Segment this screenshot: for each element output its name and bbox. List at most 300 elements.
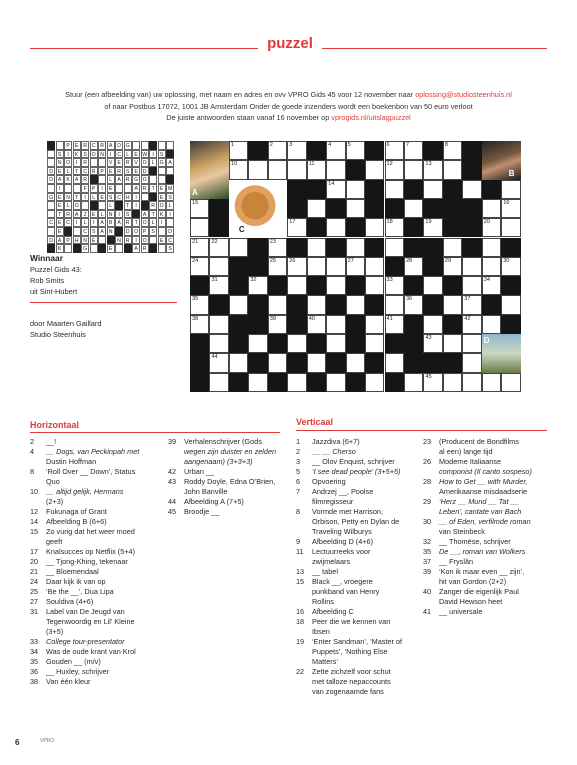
clue-text: Afbeelding C [312, 607, 354, 616]
clue-number: 5 [296, 467, 301, 476]
clue-number: 5 [347, 142, 351, 148]
clue-text: componist (Il canto sospeso) [439, 467, 532, 476]
clue-number: 29 [423, 497, 432, 506]
clue-number: 17 [289, 219, 296, 226]
clue-number: 21 [30, 567, 39, 576]
solution-cell: P [141, 227, 149, 236]
grid-cell[interactable] [268, 141, 287, 160]
solution-cell: O [141, 218, 149, 227]
solution-cell [56, 141, 64, 150]
grid-cell[interactable] [268, 353, 287, 372]
solution-cell [98, 201, 106, 210]
clue-number: 36 [405, 296, 413, 303]
clue-number: 35 [423, 547, 432, 556]
grid-block [307, 218, 326, 237]
grid-cell[interactable] [268, 160, 287, 179]
grid-block [190, 334, 209, 353]
clue-text: ‘Kon ik maar even __ zijn’, [439, 567, 525, 576]
grid-cell[interactable] [190, 238, 209, 257]
result-link[interactable]: vprogids.nl/uitslagpuzzel [331, 113, 411, 122]
grid-cell[interactable] [268, 257, 287, 276]
solution-cell: S [166, 193, 174, 202]
grid-cell[interactable] [365, 334, 384, 353]
grid-cell[interactable] [248, 334, 267, 353]
solution-cell: E [158, 184, 166, 193]
grid-cell[interactable] [326, 218, 345, 237]
grid-cell[interactable] [443, 160, 462, 179]
solution-cell: E [132, 167, 140, 176]
solution-cell: G [81, 244, 89, 253]
grid-cell[interactable] [287, 257, 306, 276]
grid-cell[interactable] [346, 199, 365, 218]
clue-text: Was de oude krant van Krol [46, 647, 136, 656]
solution-cell: R [141, 184, 149, 193]
grid-cell[interactable] [287, 276, 306, 295]
grid-cell[interactable] [385, 180, 404, 199]
grid-block [365, 238, 384, 257]
solution-cell [64, 244, 72, 253]
solution-cell: B [107, 218, 115, 227]
grid-cell[interactable] [385, 315, 404, 334]
header-rule-right [322, 48, 547, 49]
grid-cell[interactable] [462, 257, 481, 276]
grid-cell[interactable] [190, 218, 209, 237]
grid-cell[interactable] [443, 141, 462, 160]
solution-cell: I [166, 210, 174, 219]
grid-block [209, 295, 228, 314]
clue-number: 17 [30, 547, 39, 556]
grid-cell[interactable] [326, 315, 345, 334]
solution-cell [98, 158, 106, 167]
grid-cell[interactable] [346, 353, 365, 372]
grid-cell[interactable] [209, 276, 228, 295]
grid-cell[interactable] [462, 353, 481, 372]
grid-block [307, 180, 326, 199]
clue-number: 26 [289, 257, 296, 264]
grid-block [190, 276, 209, 295]
solution-cell: Z [81, 210, 89, 219]
solution-cell: N [107, 227, 115, 236]
grid-cell[interactable] [287, 334, 306, 353]
grid-cell[interactable] [462, 334, 481, 353]
clue-number: 12 [386, 161, 393, 168]
winner-line1: Puzzel Gids 43: [30, 265, 82, 274]
clue-text: Zo vurig dat het weer moed [46, 527, 135, 536]
grid-cell[interactable] [385, 295, 404, 314]
grid-cell[interactable] [307, 238, 326, 257]
grid-cell[interactable] [209, 373, 228, 392]
clue-text: College tour-presentator [46, 637, 125, 646]
clue-text: van zogenaamde fans [312, 687, 384, 696]
grid-block [404, 334, 423, 353]
solution-cell: T [149, 210, 157, 219]
grid-cell[interactable] [229, 238, 248, 257]
grid-block [443, 276, 462, 295]
grid-cell[interactable] [501, 373, 520, 392]
clue-text: __ __ Cherso [312, 447, 356, 456]
picture-label: D [483, 336, 490, 345]
grid-block [385, 334, 404, 353]
grid-cell[interactable] [443, 238, 462, 257]
clue-number: 23 [423, 437, 432, 446]
grid-cell[interactable] [248, 276, 267, 295]
solution-cell: R [90, 167, 98, 176]
solution-cell: A [166, 158, 174, 167]
grid-cell[interactable] [482, 276, 501, 295]
grid-cell[interactable] [423, 334, 442, 353]
grid-cell[interactable] [190, 295, 209, 314]
clue-text: Gouden __ (m/v) [46, 657, 101, 666]
solution-cell: E [107, 244, 115, 253]
clue-number: 13 [296, 567, 305, 576]
grid-cell[interactable] [482, 315, 501, 334]
grid-cell[interactable] [209, 257, 228, 276]
grid-cell[interactable] [482, 199, 501, 218]
grid-cell[interactable] [482, 238, 501, 257]
solution-cell: O [73, 201, 81, 210]
grid-cell[interactable] [248, 160, 267, 179]
grid-cell[interactable] [482, 373, 501, 392]
solution-cell: R [141, 244, 149, 253]
grid-cell[interactable] [190, 199, 209, 218]
solution-cell: L [107, 175, 115, 184]
grid-cell[interactable] [404, 257, 423, 276]
grid-cell[interactable] [443, 334, 462, 353]
solution-cell: R [149, 201, 157, 210]
solution-cell: C [47, 218, 55, 227]
solution-cell: A [56, 175, 64, 184]
grid-cell[interactable] [346, 141, 365, 160]
grid-cell[interactable] [462, 180, 481, 199]
grid-cell[interactable] [404, 160, 423, 179]
solution-cell: R [115, 167, 123, 176]
solution-cell: S [124, 167, 132, 176]
credit-studio: Studio Steenhuis [30, 330, 86, 339]
grid-block [307, 276, 326, 295]
grid-block [229, 276, 248, 295]
clue-number: 32 [423, 537, 432, 546]
clue-text: Fukunaga of Grant [46, 507, 107, 516]
solution-cell: D [47, 175, 55, 184]
grid-cell[interactable] [462, 373, 481, 392]
grid-cell[interactable] [423, 180, 442, 199]
grid-cell[interactable] [385, 238, 404, 257]
grid-cell[interactable] [404, 141, 423, 160]
solution-cell: S [149, 227, 157, 236]
solution-cell [98, 244, 106, 253]
clue-text: Andrzej __, Poolse [312, 487, 374, 496]
solution-cell [47, 141, 55, 150]
grid-cell[interactable] [365, 218, 384, 237]
solution-cell: A [115, 218, 123, 227]
grid-cell[interactable] [326, 141, 345, 160]
solution-cell: R [124, 218, 132, 227]
solution-cell: E [90, 210, 98, 219]
solution-cell: K [56, 244, 64, 253]
grid-cell[interactable] [365, 276, 384, 295]
solution-cell [47, 227, 55, 236]
solution-cell [149, 236, 157, 245]
grid-cell[interactable] [462, 295, 481, 314]
grid-block [443, 353, 462, 372]
clue-number: 45 [168, 507, 177, 516]
solution-cell: M [167, 186, 173, 192]
clue-number: 21 [192, 238, 199, 245]
grid-cell[interactable] [501, 180, 520, 199]
grid-cell[interactable] [346, 180, 365, 199]
solution-cell: L [149, 158, 157, 167]
grid-cell[interactable] [346, 295, 365, 314]
solution-cell [90, 175, 98, 184]
solution-cell [166, 150, 174, 159]
intro-text [30, 89, 547, 124]
grid-block [365, 141, 384, 160]
grid-cell[interactable] [268, 238, 287, 257]
solution-cell: C [81, 227, 89, 236]
grid-cell[interactable] [501, 257, 520, 276]
grid-cell[interactable] [385, 276, 404, 295]
grid-block [404, 315, 423, 334]
clue-text: Verhalenschrijver (Gods [184, 437, 262, 446]
grid-cell[interactable] [501, 295, 520, 314]
solution-cell: O [64, 158, 72, 167]
solution-cell: N [115, 236, 123, 245]
solution-cell: I [64, 150, 72, 159]
clue-text: Zette zichzelf voor schut [312, 667, 391, 676]
grid-block [404, 218, 423, 237]
grid-cell[interactable] [385, 160, 404, 179]
grid-cell[interactable] [248, 373, 267, 392]
grid-cell[interactable] [190, 257, 209, 276]
grid-cell[interactable] [209, 315, 228, 334]
picture-b [482, 141, 521, 180]
clue-text: al een) lange tijd [439, 447, 493, 456]
clue-text: Afbeelding A (7+5) [184, 497, 244, 506]
grid-cell[interactable] [229, 353, 248, 372]
clue-text: punkband van Henry [312, 587, 380, 596]
grid-cell[interactable] [423, 160, 442, 179]
clue-text: __ Dogs, van Peckinpah met [46, 447, 140, 456]
solution-cell: G [47, 193, 55, 202]
clue-number: 44 [211, 354, 218, 361]
grid-block [404, 238, 423, 257]
grid-block [365, 295, 384, 314]
solution-cell: O [90, 150, 98, 159]
page-number: 6 [15, 738, 20, 747]
grid-cell[interactable] [209, 238, 228, 257]
grid-cell[interactable] [307, 160, 326, 179]
solution-cell [124, 184, 132, 193]
crossword-grid [190, 141, 521, 392]
clue-number: 1 [296, 437, 301, 446]
grid-cell[interactable] [404, 199, 423, 218]
grid-cell[interactable] [482, 218, 501, 237]
grid-cell[interactable] [307, 353, 326, 372]
solution-cell: C [81, 167, 89, 176]
clue-text: __ universale [439, 607, 483, 616]
solution-cell: I [73, 218, 81, 227]
clue-number: 22 [296, 667, 305, 676]
grid-cell[interactable] [326, 334, 345, 353]
grid-cell[interactable] [423, 373, 442, 392]
grid-cell[interactable] [307, 315, 326, 334]
clue-text: aangenaam) (3+3+3) [184, 457, 253, 466]
solution-cell: L [90, 193, 98, 202]
grid-cell[interactable] [229, 160, 248, 179]
grid-cell[interactable] [482, 257, 501, 276]
solution-cell: A [98, 227, 106, 236]
clue-text: met talloze nepaccounts [312, 677, 391, 686]
grid-cell[interactable] [326, 160, 345, 179]
solution-cell [149, 175, 157, 184]
grid-block [404, 353, 423, 372]
grid-block [365, 199, 384, 218]
grid-cell[interactable] [385, 353, 404, 372]
clue-number: 10 [30, 487, 39, 496]
solution-cell: L [149, 218, 157, 227]
solution-cell: I [73, 158, 81, 167]
clue-number: 4 [30, 447, 35, 456]
solution-cell: F [81, 184, 89, 193]
grid-cell[interactable] [501, 218, 520, 237]
email-link[interactable]: oplossing@studiosteenhuis.nl [415, 90, 512, 99]
grid-cell[interactable] [190, 315, 209, 334]
solution-cell: W [142, 151, 148, 158]
grid-cell[interactable] [287, 160, 306, 179]
grid-cell[interactable] [229, 141, 248, 160]
clue-number: 8 [30, 467, 35, 476]
grid-block [307, 334, 326, 353]
clue-number: 22 [211, 238, 218, 245]
grid-block [326, 295, 345, 314]
clue-text: Label van De Jeugd van [46, 607, 125, 616]
solution-cell: O [141, 158, 149, 167]
grid-cell[interactable] [385, 218, 404, 237]
solution-cell [115, 227, 123, 236]
clue-number: 28 [423, 477, 432, 486]
grid-cell[interactable] [365, 315, 384, 334]
grid-cell[interactable] [307, 295, 326, 314]
clue-text: __ Huxley, schrijver [46, 667, 110, 676]
clue-number: 11 [296, 547, 304, 556]
solution-cell: R [81, 175, 89, 184]
separator [30, 302, 177, 303]
clue-number: 28 [405, 257, 413, 264]
solution-cell [158, 141, 166, 150]
solution-cell [166, 175, 174, 184]
grid-block [346, 334, 365, 353]
grid-block [443, 218, 462, 237]
grid-cell[interactable] [326, 257, 345, 276]
grid-cell[interactable] [346, 257, 365, 276]
grid-cell[interactable] [346, 238, 365, 257]
clue-text: geeft [46, 537, 63, 546]
grid-cell[interactable] [404, 373, 423, 392]
grid-cell[interactable] [462, 315, 481, 334]
grid-cell[interactable] [423, 218, 442, 237]
solution-cell: L [64, 167, 72, 176]
grid-block [307, 141, 326, 160]
solution-cell: D [115, 141, 123, 150]
grid-block [287, 180, 306, 199]
grid-block [404, 276, 423, 295]
solution-cell: N [107, 210, 115, 219]
solution-cell: K [158, 210, 166, 219]
grid-cell[interactable] [423, 315, 442, 334]
vertical-rule [296, 430, 547, 431]
grid-cell[interactable] [326, 276, 345, 295]
previous-solution-grid [47, 141, 177, 253]
solution-cell: D [47, 236, 55, 245]
solution-cell: S [166, 244, 174, 253]
grid-block [462, 141, 481, 160]
grid-cell[interactable] [307, 257, 326, 276]
solution-cell: P [98, 167, 106, 176]
grid-cell[interactable] [443, 295, 462, 314]
grid-cell[interactable] [385, 141, 404, 160]
clue-text: (2+3) [46, 497, 64, 506]
solution-cell: E [56, 193, 64, 202]
clue-number: 26 [423, 457, 432, 466]
grid-cell[interactable] [268, 295, 287, 314]
winner-line2: Rob Smits [30, 276, 65, 285]
grid-cell[interactable] [365, 257, 384, 276]
grid-cell[interactable] [443, 257, 462, 276]
grid-cell[interactable] [287, 373, 306, 392]
grid-cell[interactable] [326, 180, 345, 199]
solution-cell [166, 218, 174, 227]
grid-cell[interactable] [423, 276, 442, 295]
grid-cell[interactable] [501, 199, 520, 218]
grid-block [423, 295, 442, 314]
picture-label: B [508, 169, 515, 178]
solution-cell: V [107, 158, 115, 167]
grid-block [462, 238, 481, 257]
solution-cell [98, 175, 106, 184]
grid-cell[interactable] [229, 295, 248, 314]
solution-cell: R [81, 158, 89, 167]
solution-cell [90, 244, 98, 253]
clue-number: 24 [30, 577, 39, 586]
grid-block [365, 180, 384, 199]
grid-block [443, 199, 462, 218]
grid-cell[interactable] [287, 141, 306, 160]
grid-block [248, 141, 267, 160]
grid-cell[interactable] [404, 295, 423, 314]
grid-block [385, 373, 404, 392]
grid-cell[interactable] [326, 373, 345, 392]
grid-block [346, 218, 365, 237]
solution-cell: A [56, 236, 64, 245]
winner-block [30, 253, 180, 297]
grid-cell[interactable] [209, 334, 228, 353]
grid-cell[interactable] [443, 373, 462, 392]
clue-number: 2 [30, 437, 35, 446]
solution-cell [158, 244, 166, 253]
solution-cell [98, 236, 106, 245]
grid-cell[interactable] [365, 373, 384, 392]
clue-number: 27 [347, 257, 354, 264]
grid-cell[interactable] [462, 276, 481, 295]
grid-cell[interactable] [307, 199, 326, 218]
clue-number: 27 [30, 597, 39, 606]
grid-cell[interactable] [365, 160, 384, 179]
solution-cell: S [158, 150, 166, 159]
grid-cell[interactable] [287, 218, 306, 237]
solution-cell [149, 167, 157, 176]
grid-cell[interactable] [268, 315, 287, 334]
grid-cell[interactable] [209, 353, 228, 372]
